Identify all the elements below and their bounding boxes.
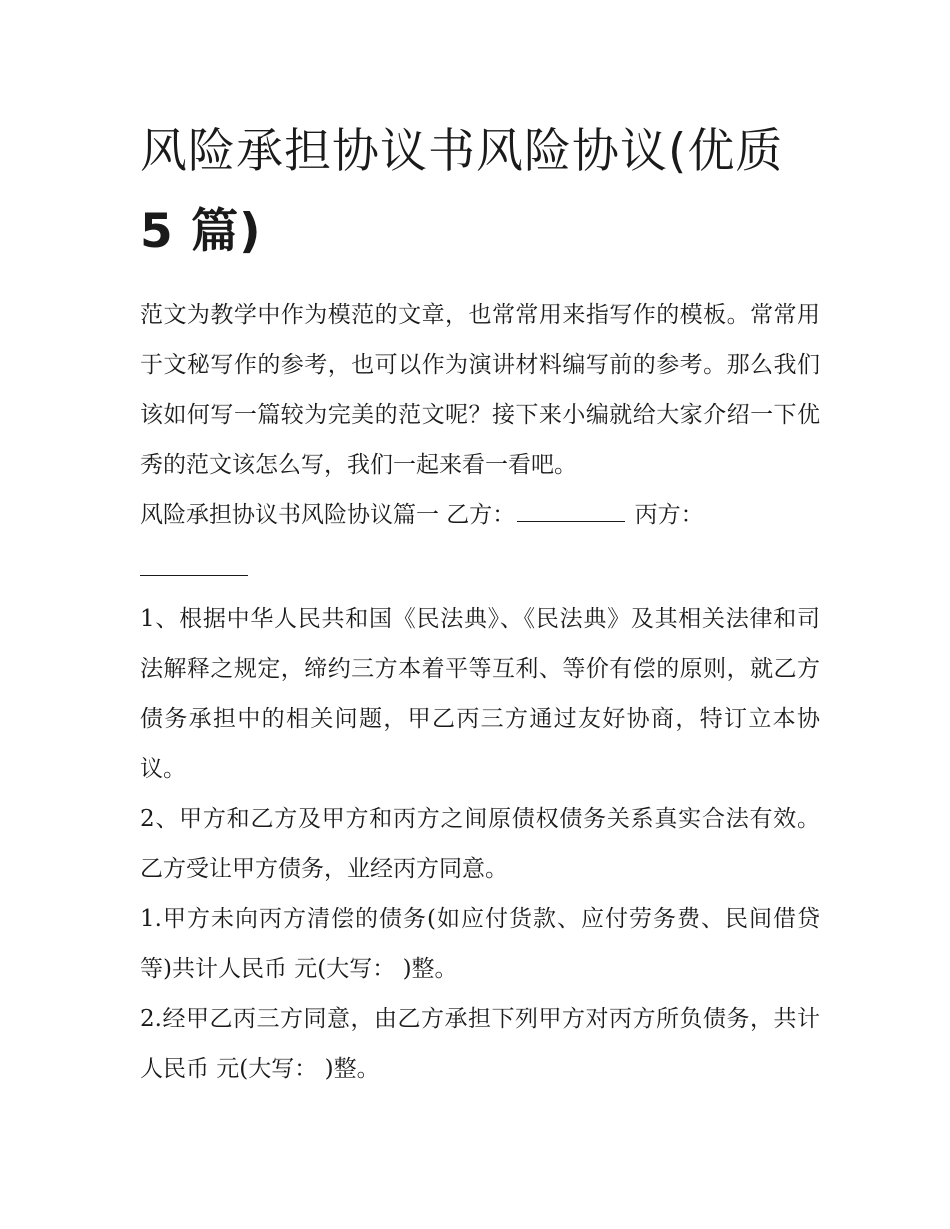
document-title <box>140 112 820 272</box>
clause-2: 2、甲方和乙方及甲方和丙方之间原债权债务关系真实合法有效。乙方受让甲方债务，业经丙方同意。 <box>140 806 820 882</box>
section-heading <box>140 490 820 540</box>
party-b-blank <box>517 495 625 522</box>
party-c-label: 丙方： <box>627 502 704 528</box>
title-count: 5 <box>140 204 174 259</box>
debt-item-2: 2.经甲乙丙三方同意，由乙方承担下列甲方对丙方所负债务，共计人民币 元(大写： )整。 <box>140 1006 820 1082</box>
debt-item-1: 1.甲方未向丙方清偿的债务(如应付货款、应付劳务费、民间借贷等)共计人民币 元(大写： )整。 <box>140 906 820 982</box>
clause-1: 1、根据中华人民共和国《民法典》、《民法典》及其相关法律和司法解释之规定，缔约三方本着平等互利、等价有偿的原则，就乙方债务承担中的相关问题，甲乙丙三方通过友好协商，特订立本协议。 <box>140 606 820 782</box>
party-c-blank <box>140 540 248 576</box>
title-suffix: 篇) <box>173 204 262 259</box>
intro-paragraph: 范文为教学中作为模范的文章，也常常用来指写作的模板。常常用于文秘写作的参考，也可以作为演讲材料编写前的参考。那么我们该如何写一篇较为完美的范文呢？接下来小编就给大家介绍一下优秀的范文该怎么写，我们一起来看一看吧。 <box>140 302 820 478</box>
section-heading-text: 风险承担协议书风险协议篇一 乙方： <box>140 502 516 528</box>
document-page <box>140 112 820 1094</box>
title-line-1: 风险承担协议书风险协议(优质 <box>140 124 784 179</box>
